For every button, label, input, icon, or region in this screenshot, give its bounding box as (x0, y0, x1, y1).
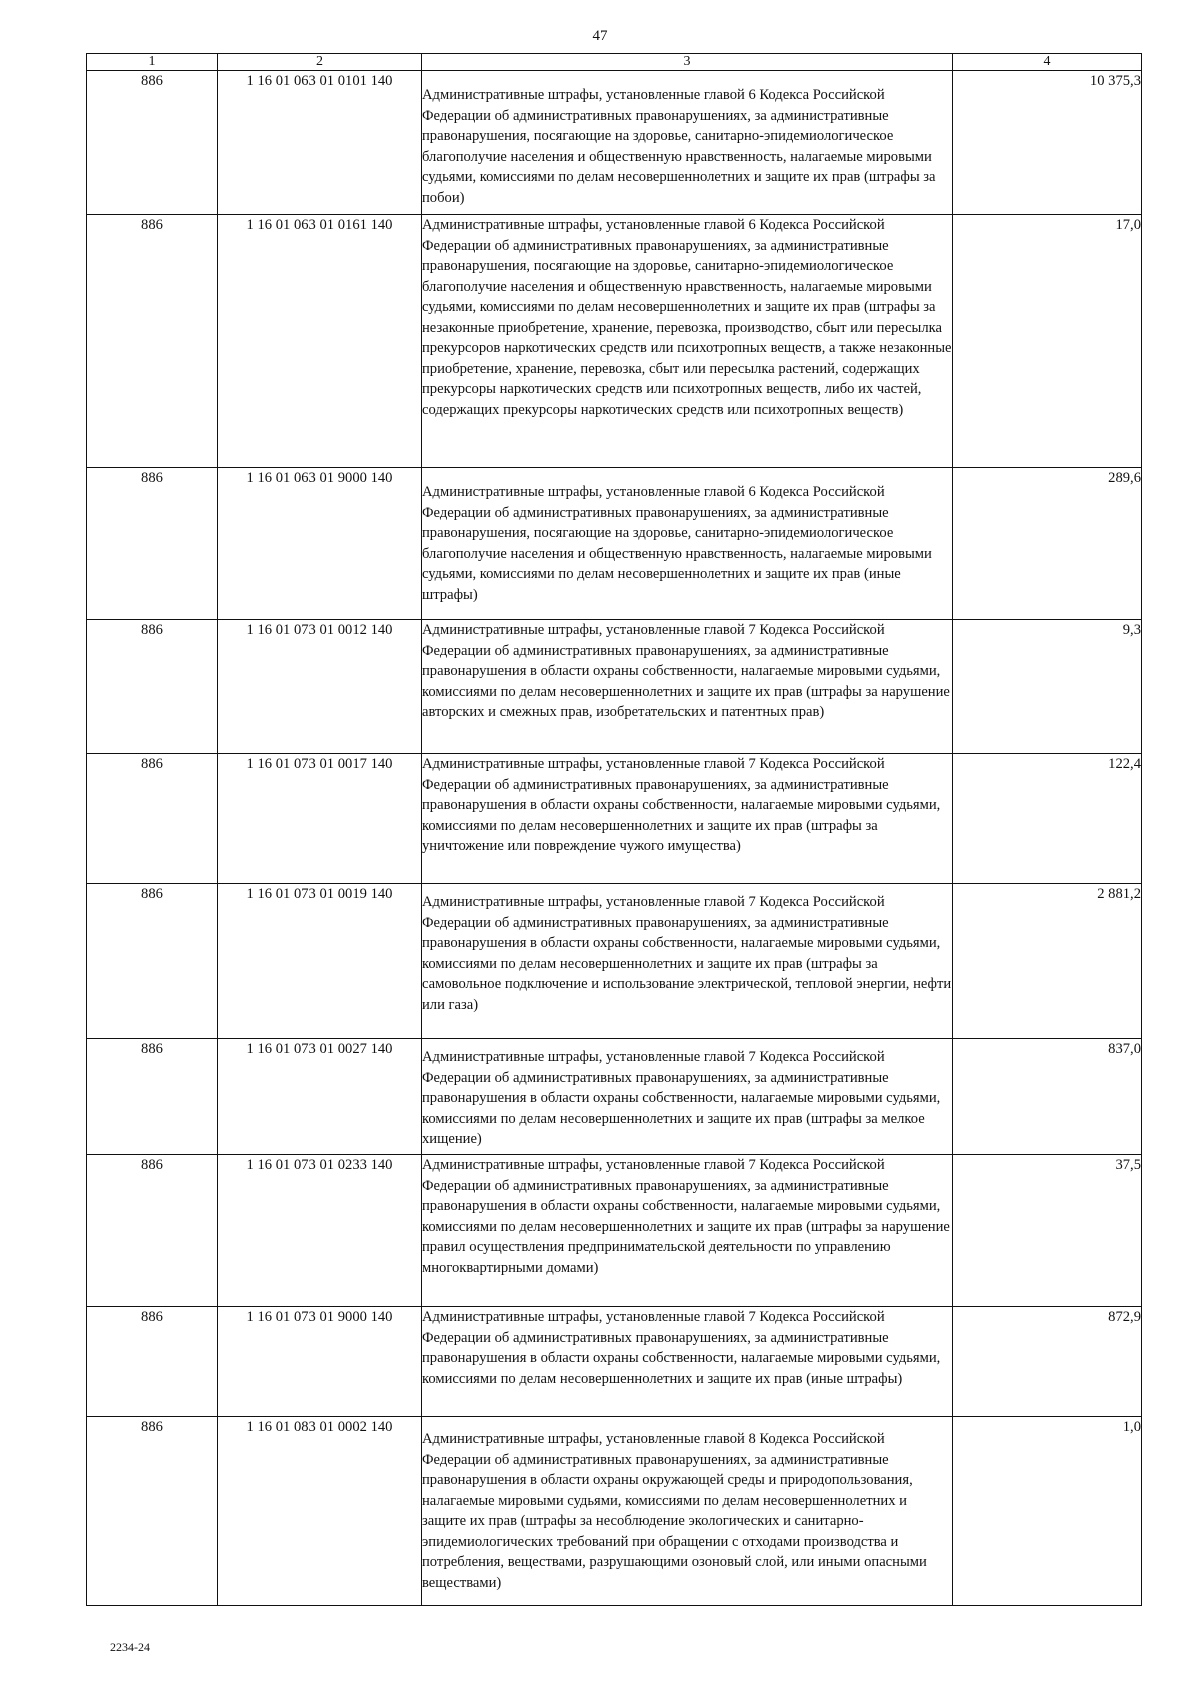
table-row (87, 1307, 1142, 1417)
admin-code-cell: 886 (87, 1417, 218, 1606)
table-row (87, 1155, 1142, 1307)
description-cell: Административные штрафы, установленные главой 7 Кодекса Российской Федерации об административных правонарушениях, за административные правонарушения в области охраны собственности, налагаемые мировыми судьями, комиссиями по делам несовершеннолетних и защите их прав (штрафы за самовольное подключение и использование электрической, тепловой энергии, нефти или газа) (422, 884, 953, 1039)
page-number: 47 (592, 28, 608, 44)
document-code: 2234-24 (110, 1640, 150, 1654)
budget-code-cell: 1 16 01 073 01 0012 140 (218, 620, 422, 754)
budget-code-cell: 1 16 01 063 01 9000 140 (218, 468, 422, 620)
table-row (87, 71, 1142, 215)
description-cell: Административные штрафы, установленные главой 7 Кодекса Российской Федерации об административных правонарушениях, за административные правонарушения в области охраны собственности, налагаемые мировыми судьями, комиссиями по делам несовершеннолетних и защите их прав (штрафы за нарушение правил осуществления предпринимательской деятельности по управлению многоквартирными домами) (422, 1155, 953, 1307)
budget-code-cell: 1 16 01 073 01 0233 140 (218, 1155, 422, 1307)
description-cell: Административные штрафы, установленные главой 8 Кодекса Российской Федерации об административных правонарушениях, за административные правонарушения в области охраны окружающей среды и природопользования, налагаемые мировыми судьями, комиссиями по делам несовершеннолетних и защите их прав (штрафы за несоблюдение экологических и санитарно-эпидемиологических требований при обращении с отходами производства и потребления, веществами, разрушающими озоновый слой, или иными опасными веществами) (422, 1417, 953, 1606)
budget-code-cell: 1 16 01 083 01 0002 140 (218, 1417, 422, 1606)
budget-code-cell: 1 16 01 073 01 0019 140 (218, 884, 422, 1039)
admin-code-cell: 886 (87, 620, 218, 754)
table-row (87, 1039, 1142, 1155)
table-row (87, 1417, 1142, 1606)
amount-cell: 872,9 (953, 1307, 1142, 1417)
admin-code-cell: 886 (87, 1039, 218, 1155)
revenue-table (86, 53, 1142, 1606)
column-header-3: 3 (422, 54, 953, 71)
column-header-1: 1 (87, 54, 218, 71)
amount-cell: 122,4 (953, 754, 1142, 884)
table-row (87, 754, 1142, 884)
amount-cell: 17,0 (953, 215, 1142, 468)
amount-cell: 9,3 (953, 620, 1142, 754)
description-cell: Административные штрафы, установленные главой 7 Кодекса Российской Федерации об административных правонарушениях, за административные правонарушения в области охраны собственности, налагаемые мировыми судьями, комиссиями по делам несовершеннолетних и защите их прав (иные штрафы) (422, 1307, 953, 1417)
amount-cell: 1,0 (953, 1417, 1142, 1606)
amount-cell: 289,6 (953, 468, 1142, 620)
admin-code-cell: 886 (87, 1307, 218, 1417)
description-cell: Административные штрафы, установленные главой 6 Кодекса Российской Федерации об административных правонарушениях, за административные правонарушения, посягающие на здоровье, санитарно-эпидемиологическое благополучие населения и общественную нравственность, налагаемые мировыми судьями, комиссиями по делам несовершеннолетних и защите их прав (штрафы за незаконные приобретение, хранение, перевозка, производство, сбыт или пересылка прекурсоров наркотических средств или психотропных веществ, а также незаконные приобретение, хранение, перевозка, сбыт или пересылка растений, содержащих прекурсоры наркотических средств или психотропных веществ, либо их частей, содержащих прекурсоры наркотических средств или психотропных веществ) (422, 215, 953, 468)
amount-cell: 37,5 (953, 1155, 1142, 1307)
budget-code-cell: 1 16 01 073 01 0017 140 (218, 754, 422, 884)
admin-code-cell: 886 (87, 215, 218, 468)
table-row (87, 884, 1142, 1039)
amount-cell: 10 375,3 (953, 71, 1142, 215)
table-row (87, 215, 1142, 468)
table-row (87, 468, 1142, 620)
admin-code-cell: 886 (87, 468, 218, 620)
budget-code-cell: 1 16 01 073 01 0027 140 (218, 1039, 422, 1155)
budget-code-cell: 1 16 01 063 01 0101 140 (218, 71, 422, 215)
budget-code-cell: 1 16 01 063 01 0161 140 (218, 215, 422, 468)
admin-code-cell: 886 (87, 884, 218, 1039)
column-number-row (87, 54, 1142, 71)
budget-code-cell: 1 16 01 073 01 9000 140 (218, 1307, 422, 1417)
description-cell: Административные штрафы, установленные главой 7 Кодекса Российской Федерации об административных правонарушениях, за административные правонарушения в области охраны собственности, налагаемые мировыми судьями, комиссиями по делам несовершеннолетних и защите их прав (штрафы за нарушение авторских и смежных прав, изобретательских и патентных прав) (422, 620, 953, 754)
column-header-2: 2 (218, 54, 422, 71)
description-cell: Административные штрафы, установленные главой 6 Кодекса Российской Федерации об административных правонарушениях, за административные правонарушения, посягающие на здоровье, санитарно-эпидемиологическое благополучие населения и общественную нравственность, налагаемые мировыми судьями, комиссиями по делам несовершеннолетних и защите их прав (штрафы за побои) (422, 71, 953, 215)
admin-code-cell: 886 (87, 754, 218, 884)
amount-cell: 2 881,2 (953, 884, 1142, 1039)
column-header-4: 4 (953, 54, 1142, 71)
admin-code-cell: 886 (87, 1155, 218, 1307)
amount-cell: 837,0 (953, 1039, 1142, 1155)
description-cell: Административные штрафы, установленные главой 6 Кодекса Российской Федерации об административных правонарушениях, за административные правонарушения, посягающие на здоровье, санитарно-эпидемиологическое благополучие населения и общественную нравственность, налагаемые мировыми судьями, комиссиями по делам несовершеннолетних и защите их прав (иные штрафы) (422, 468, 953, 620)
admin-code-cell: 886 (87, 71, 218, 215)
description-cell: Административные штрафы, установленные главой 7 Кодекса Российской Федерации об административных правонарушениях, за административные правонарушения в области охраны собственности, налагаемые мировыми судьями, комиссиями по делам несовершеннолетних и защите их прав (штрафы за уничтожение или повреждение чужого имущества) (422, 754, 953, 884)
description-cell: Административные штрафы, установленные главой 7 Кодекса Российской Федерации об административных правонарушениях, за административные правонарушения в области охраны собственности, налагаемые мировыми судьями, комиссиями по делам несовершеннолетних и защите их прав (штрафы за мелкое хищение) (422, 1039, 953, 1155)
table-row (87, 620, 1142, 754)
